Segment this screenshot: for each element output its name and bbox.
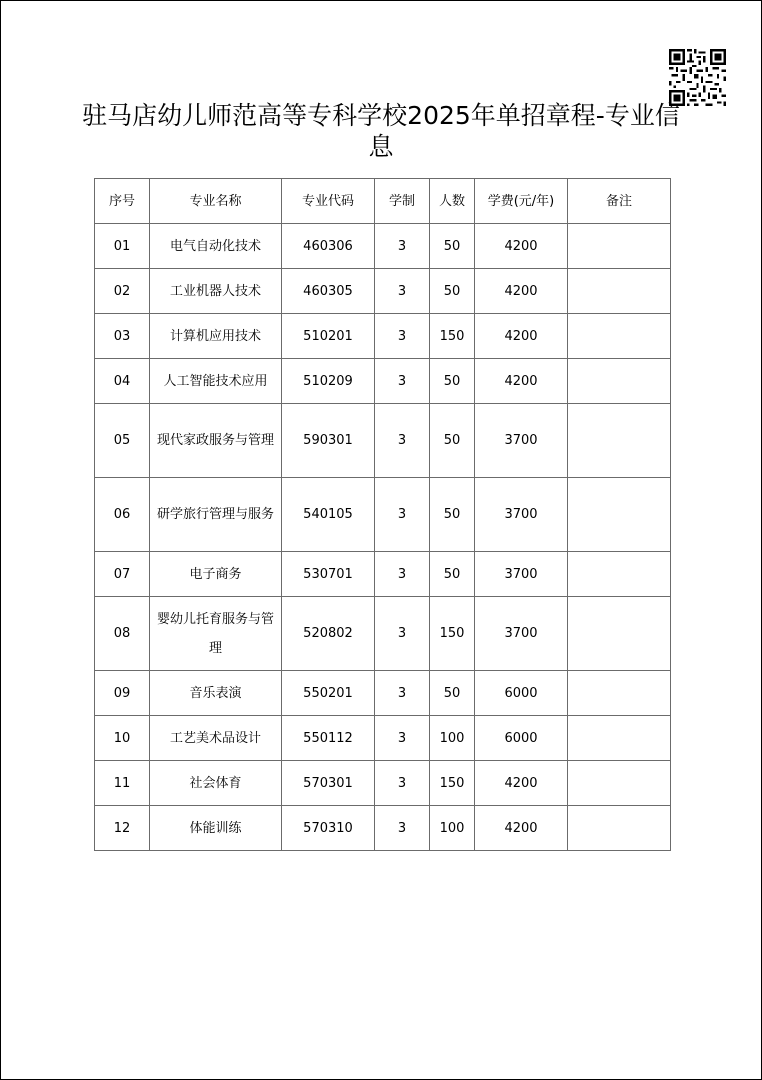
cell-fee: 3700 xyxy=(475,552,568,597)
cell-years: 3 xyxy=(375,761,430,806)
cell-years: 3 xyxy=(375,478,430,552)
cell-years: 3 xyxy=(375,224,430,269)
cell-no: 04 xyxy=(95,359,150,404)
cell-code: 510201 xyxy=(282,314,375,359)
cell-fee: 4200 xyxy=(475,269,568,314)
cell-fee: 3700 xyxy=(475,478,568,552)
header-count: 人数 xyxy=(430,179,475,224)
cell-no: 11 xyxy=(95,761,150,806)
cell-note xyxy=(568,404,671,478)
cell-years: 3 xyxy=(375,597,430,671)
cell-count: 150 xyxy=(430,314,475,359)
qr-code-icon[interactable] xyxy=(669,49,726,106)
cell-count: 50 xyxy=(430,671,475,716)
cell-count: 50 xyxy=(430,404,475,478)
cell-code: 550112 xyxy=(282,716,375,761)
cell-name: 社会体育 xyxy=(150,761,282,806)
table-row xyxy=(95,478,671,552)
cell-years: 3 xyxy=(375,359,430,404)
cell-count: 150 xyxy=(430,761,475,806)
header-fee: 学费(元/年) xyxy=(475,179,568,224)
header-years: 学制 xyxy=(375,179,430,224)
cell-code: 570301 xyxy=(282,761,375,806)
header-code: 专业代码 xyxy=(282,179,375,224)
cell-fee: 6000 xyxy=(475,716,568,761)
cell-count: 50 xyxy=(430,224,475,269)
cell-years: 3 xyxy=(375,552,430,597)
cell-years: 3 xyxy=(375,269,430,314)
cell-name: 工艺美术品设计 xyxy=(150,716,282,761)
cell-no: 01 xyxy=(95,224,150,269)
cell-count: 100 xyxy=(430,716,475,761)
table-row xyxy=(95,314,671,359)
cell-note xyxy=(568,761,671,806)
cell-years: 3 xyxy=(375,806,430,851)
cell-name: 体能训练 xyxy=(150,806,282,851)
cell-count: 50 xyxy=(430,478,475,552)
cell-note xyxy=(568,269,671,314)
table-row xyxy=(95,552,671,597)
cell-note xyxy=(568,224,671,269)
cell-no: 02 xyxy=(95,269,150,314)
cell-fee: 6000 xyxy=(475,671,568,716)
table-header-row xyxy=(95,179,671,224)
cell-name: 电子商务 xyxy=(150,552,282,597)
cell-note xyxy=(568,671,671,716)
cell-years: 3 xyxy=(375,314,430,359)
cell-code: 460305 xyxy=(282,269,375,314)
cell-name: 婴幼儿托育服务与管理 xyxy=(150,597,282,671)
cell-fee: 4200 xyxy=(475,224,568,269)
cell-code: 570310 xyxy=(282,806,375,851)
table-row xyxy=(95,761,671,806)
cell-code: 460306 xyxy=(282,224,375,269)
table-row xyxy=(95,671,671,716)
cell-note xyxy=(568,806,671,851)
cell-note xyxy=(568,314,671,359)
cell-note xyxy=(568,597,671,671)
cell-note xyxy=(568,478,671,552)
cell-no: 05 xyxy=(95,404,150,478)
cell-name: 电气自动化技术 xyxy=(150,224,282,269)
cell-code: 540105 xyxy=(282,478,375,552)
header-no: 序号 xyxy=(95,179,150,224)
table-row xyxy=(95,597,671,671)
header-name: 专业名称 xyxy=(150,179,282,224)
table-row xyxy=(95,359,671,404)
cell-code: 550201 xyxy=(282,671,375,716)
cell-name: 研学旅行管理与服务 xyxy=(150,478,282,552)
cell-name: 计算机应用技术 xyxy=(150,314,282,359)
cell-count: 50 xyxy=(430,359,475,404)
table-row xyxy=(95,806,671,851)
majors-table xyxy=(94,178,671,851)
cell-note xyxy=(568,359,671,404)
cell-no: 07 xyxy=(95,552,150,597)
cell-name: 人工智能技术应用 xyxy=(150,359,282,404)
cell-name: 现代家政服务与管理 xyxy=(150,404,282,478)
cell-fee: 3700 xyxy=(475,404,568,478)
cell-note xyxy=(568,716,671,761)
cell-fee: 4200 xyxy=(475,761,568,806)
table-row xyxy=(95,716,671,761)
cell-count: 150 xyxy=(430,597,475,671)
cell-count: 100 xyxy=(430,806,475,851)
cell-code: 530701 xyxy=(282,552,375,597)
cell-years: 3 xyxy=(375,716,430,761)
cell-count: 50 xyxy=(430,552,475,597)
cell-fee: 4200 xyxy=(475,806,568,851)
cell-fee: 4200 xyxy=(475,314,568,359)
cell-code: 510209 xyxy=(282,359,375,404)
cell-code: 590301 xyxy=(282,404,375,478)
cell-count: 50 xyxy=(430,269,475,314)
cell-no: 09 xyxy=(95,671,150,716)
cell-note xyxy=(568,552,671,597)
cell-no: 03 xyxy=(95,314,150,359)
cell-no: 06 xyxy=(95,478,150,552)
cell-no: 10 xyxy=(95,716,150,761)
cell-years: 3 xyxy=(375,671,430,716)
cell-no: 08 xyxy=(95,597,150,671)
header-note: 备注 xyxy=(568,179,671,224)
cell-years: 3 xyxy=(375,404,430,478)
cell-fee: 4200 xyxy=(475,359,568,404)
cell-name: 音乐表演 xyxy=(150,671,282,716)
page-title: 驻马店幼儿师范高等专科学校2025年单招章程-专业信息 xyxy=(82,101,680,161)
cell-fee: 3700 xyxy=(475,597,568,671)
table-row xyxy=(95,404,671,478)
cell-no: 12 xyxy=(95,806,150,851)
cell-code: 520802 xyxy=(282,597,375,671)
table-row xyxy=(95,269,671,314)
table-row xyxy=(95,224,671,269)
cell-name: 工业机器人技术 xyxy=(150,269,282,314)
